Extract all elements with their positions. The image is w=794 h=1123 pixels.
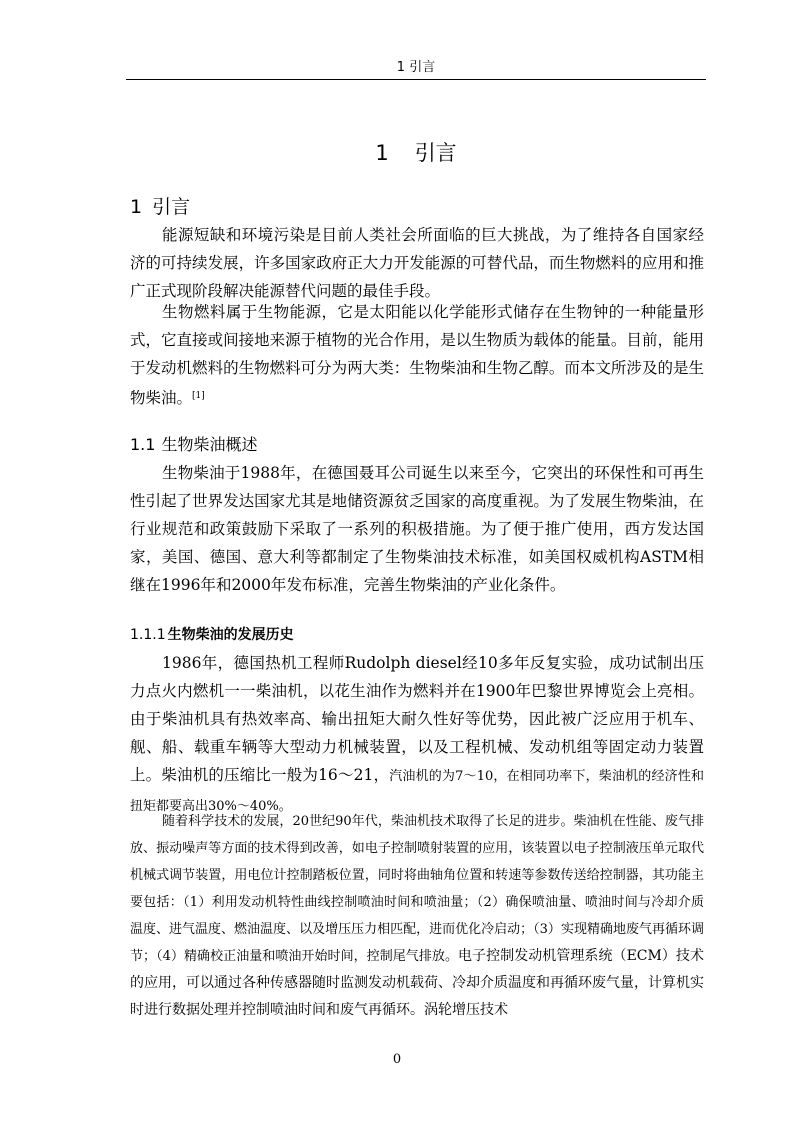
intro-paragraph-1: 能源短缺和环境污染是目前人类社会所面临的巨大挑战，为了维持各自国家经济的可持续发展，许多国家政府正大力开发能源的可替代品，而生物燃料的应用和推广正式现阶段解决能源替代问题的最佳手段。 <box>130 226 704 300</box>
section-title: 引言 <box>152 196 191 218</box>
page-number: 0 <box>392 1052 402 1067</box>
subsubsection-title: 生物柴油的发展历史 <box>167 627 294 643</box>
section-number: 1 <box>130 196 143 218</box>
chapter-title <box>126 138 706 168</box>
history-paragraph-1 <box>130 649 704 821</box>
citation-ref: [1] <box>192 391 205 401</box>
history-paragraph-2-end: 电子控制发动机管理系统（ECM）技术的应用，可以通过各种传感器随时监测发动机载荷、冷却介质温度和再循环废气量，计算机实时进行数据处理并控制喷油时间和废气再循环。涡轮增压技术 <box>130 948 704 1018</box>
subsection-title: 生物柴油概述 <box>161 435 258 454</box>
subsection-heading <box>130 433 257 457</box>
subsubsection-heading <box>130 624 294 646</box>
history-paragraph-1-main: 1986年，德国热机工程师Rudolph diesel经10多年反复实验，成功试制出压力点火内燃机一一柴油机，以花生油作为燃料并在1900年巴黎世界博览会上亮相。由于柴油机具有热效率高、输出扭矩大耐久性好等优势，因此被广泛应用于机车、舰、船、载重车辆等大型动力机械装置，以及工程机械、发动机组等固定动力装置上。柴油机的压缩比一般为16～21， <box>130 654 704 784</box>
running-header: 1 引言 <box>396 60 436 75</box>
history-paragraph-1-tail: 汽油机的为7～10，在相同功率下，柴油机的经济性和扭矩都要高出30%～40%。 <box>130 769 704 814</box>
intro-paragraph-2-text: 生物燃料属于生物能源，它是太阳能以化学能形式储存在生物钟的一种能量形式，它直接或间接地来源于植物的光合作用，是以生物质为载体的能量。目前，能用于发动机燃料的生物燃料可分为两大类：生物柴油和生物乙醇。而本文所涉及的是生物柴油。 <box>130 303 704 407</box>
chapter-number: 1 <box>375 141 389 165</box>
intro-paragraph-2 <box>130 298 704 412</box>
header-rule <box>126 79 706 80</box>
chapter-title-text: 引言 <box>414 141 457 165</box>
subsection-number: 1.1 <box>130 435 156 454</box>
subsection-paragraph: 生物柴油于1988年，在德国聂耳公司诞生以来至今，它突出的环保性和可再生性引起了世界发达国家尤其是地储资源贫乏国家的高度重视。为了发展生物柴油，在行业规范和政策鼓励下采取了一系列的积极措施。为了便于推广使用，西方发达国家，美国、德国、意大利等都制定了生物柴油技术标准，如美国权威机构ASTM相继在1996年和2000年发布标准，完善生物柴油的产业化条件。 <box>130 464 704 594</box>
history-paragraph-2-start: 随着科学技术的发展，20世纪90年代，柴油机技术取得了长足的进步。柴油机在性能、废气排放、振动噪声等方面的技术得到改善，如电子控制喷射装置的应用，该装置以电子控制液压单元取代机械式调节装置，用电位计控制踏板位置，同时将曲轴角位置和转速等参数传送给控制器，其功能主要包括：（1）利用发动机特性曲线控制喷油时间和喷油量；（2）确保喷油量、喷油时间与冷却介质温度、进气温度、燃油温度、以及增压压力相匹配，进而优化冷启动；（3）实现精确地废气再循环调节；（4）精确校正油量和喷油开始时间，控制尾气排放。 <box>130 814 704 964</box>
history-paragraph-2 <box>130 808 704 1024</box>
section-heading <box>130 194 190 220</box>
subsubsection-number: 1.1.1 <box>130 627 166 643</box>
